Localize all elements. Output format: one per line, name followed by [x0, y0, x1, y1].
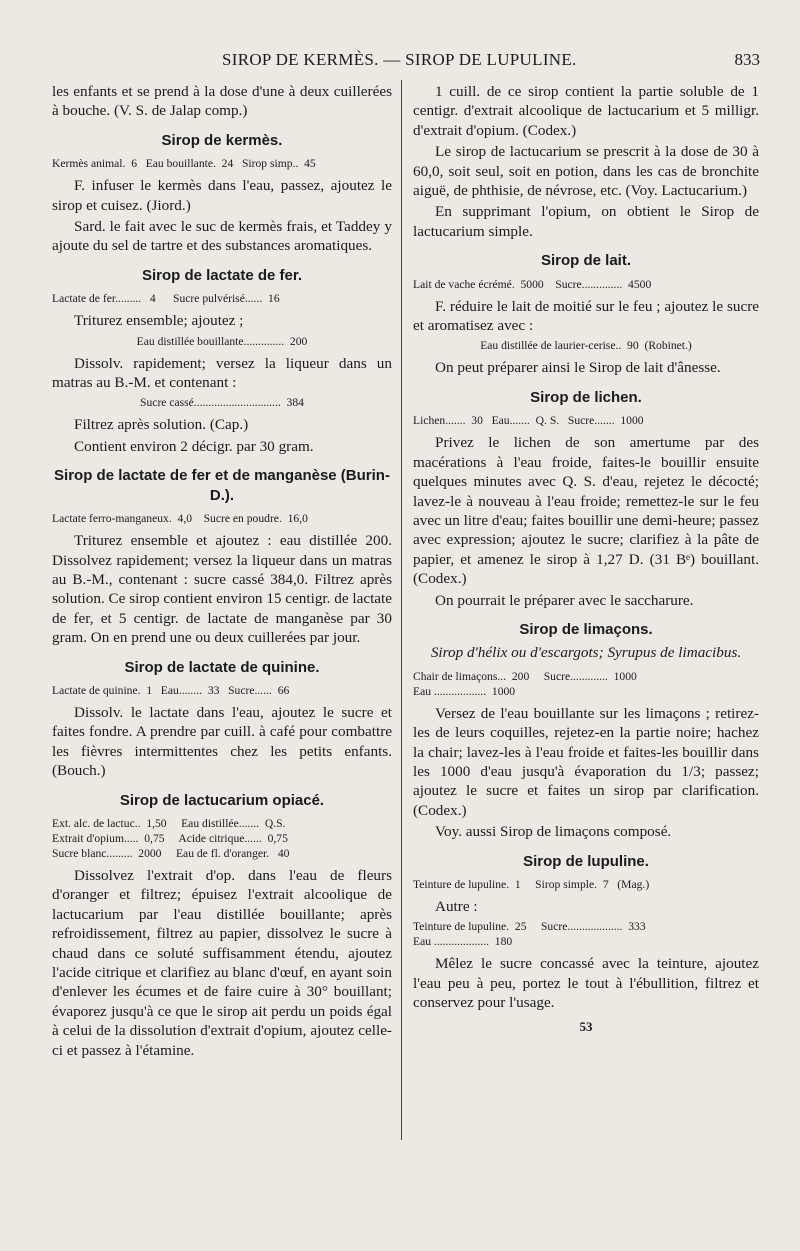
recipe-formula: Teinture de lupuline. 25 Sucre................... 333 Eau ................... 180 — [413, 920, 646, 949]
section-title: Sirop de lupuline. — [523, 852, 649, 870]
signature-mark: 53 — [579, 1018, 593, 1034]
recipe-formula: Lactate de fer......... 4 Sucre pulvérisé...... 16 — [52, 292, 280, 306]
right-column — [413, 82, 759, 1036]
section-title: Sirop de lactate de quinine. — [124, 658, 320, 676]
section-title: Sirop de lactucarium opiacé. — [119, 791, 325, 809]
column-divider — [401, 80, 402, 1140]
recipe-formula: Lichen....... 30 Eau....... Q. S. Sucre....... 1000 — [413, 414, 644, 428]
paragraph: Privez le lichen de son amertume par des macérations à l'eau froide, faites-le bouillir ensuite quelques minutes avec Q. S. d'eau, rejetez le décocté; lavez-le à nouveau à l'eau froide; remettez-le sur le feu avec un litre d'eau; faites bouillir une demi-heure; passez avec expression; ajoutez le sucre; clarifiez à la pâte de papier, et amenez le sirop à 1,27 D. (31 Bᵉ) bouillant. (Codex.) — [413, 434, 760, 588]
page-number: 833 — [734, 50, 760, 69]
paragraph: Triturez ensemble; ajoutez ; — [74, 312, 244, 330]
paragraph: Autre : — [435, 898, 478, 915]
recipe-formula: Chair de limaçons... 200 Sucre............. 1000 Eau .................. 1000 — [413, 669, 637, 698]
section-title: Sirop de lactate de fer et de manganèse (Burin-D.). — [54, 467, 390, 504]
section-title: Sirop de limaçons. — [519, 620, 653, 638]
paragraph: Sard. le fait avec le suc de kermès frais, et Taddey y ajoute du sel de tartre et des substances aromatiques. — [52, 218, 392, 255]
left-column — [52, 82, 392, 1062]
paragraph: Voy. aussi Sirop de limaçons composé. — [435, 823, 672, 841]
paragraph: F. réduire le lait de moitié sur le feu ; ajoutez le sucre et aromatisez avec : — [413, 297, 759, 335]
paragraph: les enfants et se prend à la dose d'une à deux cuillerées à bouche. (V. S. de Jalap comp.) — [52, 83, 392, 120]
section-title: Sirop de lichen. — [530, 388, 642, 406]
paragraph: F. infuser le kermès dans l'eau, passez, ajoutez le sirop et cuisez. (Jiord.) — [52, 177, 392, 214]
recipe-formula: Lait de vache écrémé. 5000 Sucre.............. 4500 — [413, 277, 652, 291]
paragraph: 1 cuill. de ce sirop contient la partie soluble de 1 centigr. d'extrait alcoolique de lactucarium et 5 milligr. d'extrait d'opium. (Codex.) — [413, 83, 759, 139]
recipe-formula: Eau distillée bouillante.............. 200 — [136, 334, 308, 348]
paragraph: Dissolv. rapidement; versez la liqueur dans un matras au B.-M. et contenant : — [52, 354, 392, 392]
running-header — [52, 50, 760, 76]
recipe-formula: Ext. alc. de lactuc.. 1,50 Eau distillée....... Q.S. Extrait d'opium..... 0,75 Acide citrique...... 0,75 Sucre blanc......... 2000 Eau de fl. d'oranger. 40 — [52, 816, 290, 860]
recipe-formula: Teinture de lupuline. 1 Sirop simple. 7 (Mag.) — [413, 878, 650, 891]
paragraph: Filtrez après solution. (Cap.) — [74, 416, 249, 434]
section-subtitle: Sirop d'hélix ou d'escargots; Syrupus de limacibus. — [430, 644, 742, 662]
paragraph: Contient environ 2 décigr. par 30 gram. — [74, 437, 314, 455]
recipe-formula: Lactate de quinine. 1 Eau........ 33 Sucre...... 66 — [52, 683, 290, 697]
section-title: Sirop de lactate de fer. — [141, 266, 303, 284]
paragraph: Mêlez le sucre concassé avec la teinture, ajoutez l'eau peu à peu, portez le tout à l'ébullition, filtrez et conservez pour l'usage. — [413, 955, 759, 1012]
paragraph: Versez de l'eau bouillante sur les limaçons ; retirez-les de leurs coquilles, rejetez-en la partie noire; hachez la chair; lavez-les à l'eau froide et faites-les bouillir dans les 1000 d'eau jusqu'à évaporation du 1/3; passez; ajoutez le sucre et faites un sirop par clarification. (Codex.) — [413, 704, 759, 819]
paragraph: Le sirop de lactucarium se prescrit à la dose de 30 à 60,0, soit seul, soit en potion, dans les cas de bronchite aiguë, de phthisie, de névrose, etc. (Voy. Lactucarium.) — [413, 143, 759, 200]
recipe-formula: Sucre cassé.............................. 384 — [140, 396, 304, 410]
paragraph: Dissolvez l'extrait d'op. dans l'eau de fleurs d'oranger et filtrez; épuisez l'extrait alcoolique de lactucarium par l'eau distillée bouillante; après refroidissement, filtrez au papier, dissolvez le sucre à chaud dans ce soluté suffisamment étendu, ajoutez l'acide citrique et clarifiez au blanc d'œuf, en ayant soin d'enlever les écumes et de faire cuire à 30° bouillant; évaporez jusqu'à ce que le sirop ait perdu un poids égal à celui de la dissolution d'extrait d'opium, ajoutez celle-ci et passez à l'étamine. — [52, 866, 392, 1059]
section-title: Sirop de lait. — [540, 252, 631, 270]
paragraph: On pourrait le préparer avec le saccharure. — [435, 591, 694, 609]
recipe-formula: Kermès animal. 6 Eau bouillante. 24 Sirop simp.. 45 — [52, 157, 316, 171]
paragraph: On peut préparer ainsi le Sirop de lait d'ânesse. — [435, 359, 721, 377]
section-title: Sirop de kermès. — [161, 131, 283, 149]
paragraph: Dissolv. le lactate dans l'eau, ajoutez le sucre et faites fondre. A prendre par cuill. à café pour combattre les fièvres intermittentes chez les petits enfants. (Bouch.) — [52, 703, 392, 780]
header-title: SIROP DE KERMÈS. — SIROP DE LUPULINE. — [222, 50, 577, 69]
paragraph: Triturez ensemble et ajoutez : eau distillée 200. Dissolvez rapidement; versez la liqueur dans un matras au B.-M., contenant : sucre cassé 384,0. Filtrez après solution. Ce sirop contient environ 15 centigr. de lactate de fer, et 5 centigr. de lactate de manganèse par 30 gram. On en prend une ou deux cuillerées par jour. — [52, 532, 392, 647]
recipe-formula: Eau distillée de laurier-cerise.. 90 (Robinet.) — [480, 339, 692, 353]
paragraph: En supprimant l'opium, on obtient le Sirop de lactucarium simple. — [413, 203, 759, 240]
recipe-formula: Lactate ferro-manganeux. 4,0 Sucre en poudre. 16,0 — [52, 512, 308, 526]
